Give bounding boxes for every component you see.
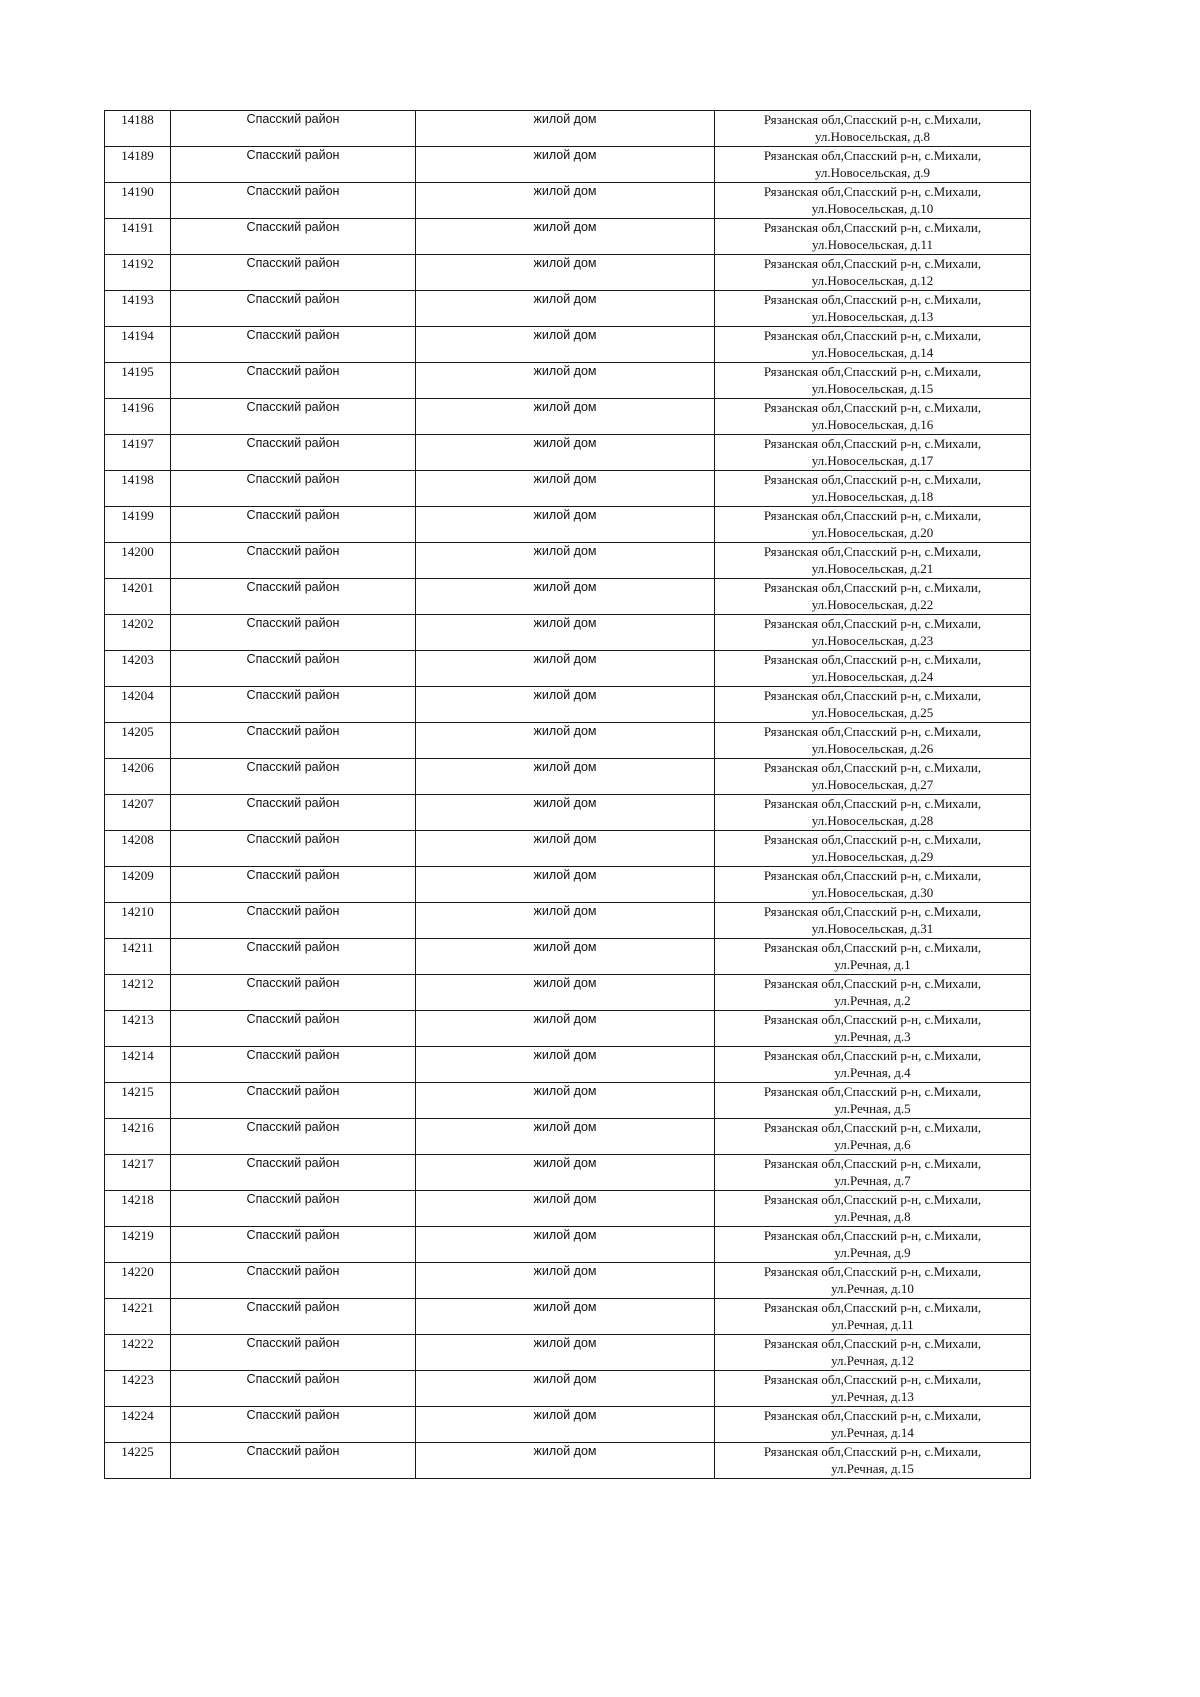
table-row	[105, 579, 1031, 615]
row-number-cell: 14225	[105, 1443, 171, 1479]
address-line-2: ул.Новосельская, д.17	[811, 453, 934, 468]
address-cell	[715, 1227, 1031, 1263]
address-cell	[715, 723, 1031, 759]
district-cell: Спасский район	[171, 1407, 416, 1443]
address-line-1: Рязанская обл,Спасский р-н, с.Михали,	[763, 760, 982, 775]
address-line-2: ул.Речная, д.13	[831, 1389, 914, 1404]
object-type-cell: жилой дом	[416, 327, 715, 363]
table-row	[105, 1371, 1031, 1407]
address-line-2: ул.Новосельская, д.30	[811, 885, 934, 900]
address-cell	[715, 435, 1031, 471]
address-line-2: ул.Речная, д.3	[834, 1029, 911, 1044]
district-cell: Спасский район	[171, 1155, 416, 1191]
row-number-cell: 14219	[105, 1227, 171, 1263]
object-type-cell: жилой дом	[416, 1263, 715, 1299]
object-type-cell: жилой дом	[416, 1227, 715, 1263]
address-line-2: ул.Новосельская, д.24	[811, 669, 934, 684]
row-number-cell: 14206	[105, 759, 171, 795]
object-type-cell: жилой дом	[416, 759, 715, 795]
table-row	[105, 1227, 1031, 1263]
address-line-2: ул.Речная, д.2	[834, 993, 911, 1008]
table-row	[105, 291, 1031, 327]
address-cell	[715, 183, 1031, 219]
table-row	[105, 399, 1031, 435]
table-row	[105, 471, 1031, 507]
address-line-1: Рязанская обл,Спасский р-н, с.Михали,	[763, 364, 982, 379]
address-cell	[715, 651, 1031, 687]
address-cell	[715, 507, 1031, 543]
district-cell: Спасский район	[171, 903, 416, 939]
table-row	[105, 615, 1031, 651]
table-row	[105, 219, 1031, 255]
address-cell	[715, 1191, 1031, 1227]
row-number-cell: 14204	[105, 687, 171, 723]
registry-table-body	[105, 111, 1031, 1479]
address-line-2: ул.Новосельская, д.18	[811, 489, 934, 504]
row-number-cell: 14216	[105, 1119, 171, 1155]
district-cell: Спасский район	[171, 1191, 416, 1227]
address-line-1: Рязанская обл,Спасский р-н, с.Михали,	[763, 1084, 982, 1099]
object-type-cell: жилой дом	[416, 903, 715, 939]
district-cell: Спасский район	[171, 867, 416, 903]
row-number-cell: 14222	[105, 1335, 171, 1371]
address-line-2: ул.Новосельская, д.20	[811, 525, 934, 540]
district-cell: Спасский район	[171, 111, 416, 147]
registry-table	[104, 110, 1031, 1479]
object-type-cell: жилой дом	[416, 471, 715, 507]
address-cell	[715, 111, 1031, 147]
address-line-2: ул.Речная, д.11	[831, 1317, 914, 1332]
address-cell	[715, 1047, 1031, 1083]
address-line-1: Рязанская обл,Спасский р-н, с.Михали,	[763, 904, 982, 919]
address-line-2: ул.Речная, д.14	[831, 1425, 914, 1440]
table-row	[105, 759, 1031, 795]
address-line-1: Рязанская обл,Спасский р-н, с.Михали,	[763, 868, 982, 883]
address-cell	[715, 1155, 1031, 1191]
district-cell: Спасский район	[171, 759, 416, 795]
object-type-cell: жилой дом	[416, 723, 715, 759]
address-line-1: Рязанская обл,Спасский р-н, с.Михали,	[763, 292, 982, 307]
table-row	[105, 255, 1031, 291]
district-cell: Спасский район	[171, 1263, 416, 1299]
address-line-2: ул.Новосельская, д.12	[811, 273, 934, 288]
address-line-1: Рязанская обл,Спасский р-н, с.Михали,	[763, 976, 982, 991]
table-row	[105, 867, 1031, 903]
address-line-2: ул.Новосельская, д.14	[811, 345, 934, 360]
address-line-1: Рязанская обл,Спасский р-н, с.Михали,	[763, 256, 982, 271]
row-number-cell: 14207	[105, 795, 171, 831]
address-line-2: ул.Речная, д.6	[834, 1137, 911, 1152]
object-type-cell: жилой дом	[416, 1407, 715, 1443]
table-row	[105, 363, 1031, 399]
object-type-cell: жилой дом	[416, 579, 715, 615]
row-number-cell: 14192	[105, 255, 171, 291]
table-row	[105, 435, 1031, 471]
address-line-1: Рязанская обл,Спасский р-н, с.Михали,	[763, 436, 982, 451]
address-cell	[715, 1083, 1031, 1119]
district-cell: Спасский район	[171, 975, 416, 1011]
object-type-cell: жилой дом	[416, 1371, 715, 1407]
address-line-1: Рязанская обл,Спасский р-н, с.Михали,	[763, 688, 982, 703]
table-row	[105, 687, 1031, 723]
address-line-2: ул.Новосельская, д.31	[811, 921, 934, 936]
row-number-cell: 14188	[105, 111, 171, 147]
district-cell: Спасский район	[171, 939, 416, 975]
address-line-1: Рязанская обл,Спасский р-н, с.Михали,	[763, 1444, 982, 1459]
row-number-cell: 14215	[105, 1083, 171, 1119]
address-cell	[715, 831, 1031, 867]
address-line-2: ул.Речная, д.4	[834, 1065, 911, 1080]
address-line-1: Рязанская обл,Спасский р-н, с.Михали,	[763, 1156, 982, 1171]
address-line-2: ул.Новосельская, д.9	[814, 165, 931, 180]
row-number-cell: 14199	[105, 507, 171, 543]
table-row	[105, 723, 1031, 759]
address-line-1: Рязанская обл,Спасский р-н, с.Михали,	[763, 1012, 982, 1027]
table-row	[105, 1407, 1031, 1443]
table-row	[105, 111, 1031, 147]
address-line-2: ул.Новосельская, д.11	[811, 237, 934, 252]
address-cell	[715, 687, 1031, 723]
object-type-cell: жилой дом	[416, 687, 715, 723]
address-line-2: ул.Новосельская, д.10	[811, 201, 934, 216]
address-cell	[715, 1407, 1031, 1443]
address-line-1: Рязанская обл,Спасский р-н, с.Михали,	[763, 1264, 982, 1279]
address-line-2: ул.Речная, д.9	[834, 1245, 911, 1260]
district-cell: Спасский район	[171, 183, 416, 219]
table-row	[105, 903, 1031, 939]
district-cell: Спасский район	[171, 795, 416, 831]
address-line-2: ул.Новосельская, д.21	[811, 561, 934, 576]
address-line-1: Рязанская обл,Спасский р-н, с.Михали,	[763, 328, 982, 343]
table-row	[105, 147, 1031, 183]
address-line-1: Рязанская обл,Спасский р-н, с.Михали,	[763, 652, 982, 667]
district-cell: Спасский район	[171, 723, 416, 759]
row-number-cell: 14190	[105, 183, 171, 219]
address-line-2: ул.Новосельская, д.23	[811, 633, 934, 648]
object-type-cell: жилой дом	[416, 1155, 715, 1191]
row-number-cell: 14218	[105, 1191, 171, 1227]
row-number-cell: 14205	[105, 723, 171, 759]
table-row	[105, 651, 1031, 687]
address-line-1: Рязанская обл,Спасский р-н, с.Михали,	[763, 184, 982, 199]
district-cell: Спасский район	[171, 1299, 416, 1335]
address-line-2: ул.Речная, д.10	[831, 1281, 914, 1296]
address-line-1: Рязанская обл,Спасский р-н, с.Михали,	[763, 508, 982, 523]
object-type-cell: жилой дом	[416, 399, 715, 435]
row-number-cell: 14197	[105, 435, 171, 471]
district-cell: Спасский район	[171, 1371, 416, 1407]
address-cell	[715, 1119, 1031, 1155]
object-type-cell: жилой дом	[416, 1011, 715, 1047]
address-cell	[715, 579, 1031, 615]
table-row	[105, 1443, 1031, 1479]
address-cell	[715, 255, 1031, 291]
row-number-cell: 14196	[105, 399, 171, 435]
address-line-1: Рязанская обл,Спасский р-н, с.Михали,	[763, 580, 982, 595]
address-line-2: ул.Речная, д.1	[834, 957, 911, 972]
address-line-1: Рязанская обл,Спасский р-н, с.Михали,	[763, 832, 982, 847]
row-number-cell: 14221	[105, 1299, 171, 1335]
address-line-1: Рязанская обл,Спасский р-н, с.Михали,	[763, 796, 982, 811]
table-row	[105, 1011, 1031, 1047]
table-row	[105, 795, 1031, 831]
district-cell: Спасский район	[171, 255, 416, 291]
row-number-cell: 14208	[105, 831, 171, 867]
row-number-cell: 14193	[105, 291, 171, 327]
address-line-1: Рязанская обл,Спасский р-н, с.Михали,	[763, 940, 982, 955]
table-row	[105, 507, 1031, 543]
address-line-1: Рязанская обл,Спасский р-н, с.Михали,	[763, 616, 982, 631]
district-cell: Спасский район	[171, 147, 416, 183]
address-line-1: Рязанская обл,Спасский р-н, с.Михали,	[763, 544, 982, 559]
address-line-2: ул.Новосельская, д.29	[811, 849, 934, 864]
address-line-1: Рязанская обл,Спасский р-н, с.Михали,	[763, 1192, 982, 1207]
address-line-1: Рязанская обл,Спасский р-н, с.Михали,	[763, 1372, 982, 1387]
object-type-cell: жилой дом	[416, 1047, 715, 1083]
table-row	[105, 1155, 1031, 1191]
row-number-cell: 14195	[105, 363, 171, 399]
object-type-cell: жилой дом	[416, 615, 715, 651]
district-cell: Спасский район	[171, 543, 416, 579]
district-cell: Спасский район	[171, 1335, 416, 1371]
object-type-cell: жилой дом	[416, 147, 715, 183]
district-cell: Спасский район	[171, 471, 416, 507]
address-cell	[715, 615, 1031, 651]
object-type-cell: жилой дом	[416, 1335, 715, 1371]
row-number-cell: 14224	[105, 1407, 171, 1443]
address-cell	[715, 975, 1031, 1011]
table-row	[105, 1047, 1031, 1083]
district-cell: Спасский район	[171, 435, 416, 471]
address-line-1: Рязанская обл,Спасский р-н, с.Михали,	[763, 112, 982, 127]
district-cell: Спасский район	[171, 687, 416, 723]
address-line-2: ул.Новосельская, д.13	[811, 309, 934, 324]
district-cell: Спасский район	[171, 507, 416, 543]
district-cell: Спасский район	[171, 1227, 416, 1263]
district-cell: Спасский район	[171, 615, 416, 651]
address-line-1: Рязанская обл,Спасский р-н, с.Михали,	[763, 472, 982, 487]
table-row	[105, 543, 1031, 579]
address-line-2: ул.Новосельская, д.15	[811, 381, 934, 396]
address-cell	[715, 327, 1031, 363]
district-cell: Спасский район	[171, 363, 416, 399]
address-cell	[715, 867, 1031, 903]
address-cell	[715, 219, 1031, 255]
object-type-cell: жилой дом	[416, 1119, 715, 1155]
address-line-2: ул.Новосельская, д.27	[811, 777, 934, 792]
district-cell: Спасский район	[171, 219, 416, 255]
row-number-cell: 14217	[105, 1155, 171, 1191]
row-number-cell: 14210	[105, 903, 171, 939]
object-type-cell: жилой дом	[416, 975, 715, 1011]
object-type-cell: жилой дом	[416, 1191, 715, 1227]
address-line-1: Рязанская обл,Спасский р-н, с.Михали,	[763, 1336, 982, 1351]
district-cell: Спасский район	[171, 831, 416, 867]
table-row	[105, 1119, 1031, 1155]
object-type-cell: жилой дом	[416, 183, 715, 219]
table-row	[105, 1263, 1031, 1299]
address-line-2: ул.Речная, д.7	[834, 1173, 911, 1188]
object-type-cell: жилой дом	[416, 255, 715, 291]
address-line-1: Рязанская обл,Спасский р-н, с.Михали,	[763, 724, 982, 739]
address-cell	[715, 363, 1031, 399]
district-cell: Спасский район	[171, 1443, 416, 1479]
district-cell: Спасский район	[171, 1047, 416, 1083]
object-type-cell: жилой дом	[416, 219, 715, 255]
table-row	[105, 1335, 1031, 1371]
object-type-cell: жилой дом	[416, 867, 715, 903]
object-type-cell: жилой дом	[416, 291, 715, 327]
address-cell	[715, 903, 1031, 939]
address-cell	[715, 1443, 1031, 1479]
object-type-cell: жилой дом	[416, 543, 715, 579]
address-line-2: ул.Новосельская, д.16	[811, 417, 934, 432]
row-number-cell: 14198	[105, 471, 171, 507]
address-cell	[715, 147, 1031, 183]
address-cell	[715, 759, 1031, 795]
address-cell	[715, 471, 1031, 507]
address-line-1: Рязанская обл,Спасский р-н, с.Михали,	[763, 148, 982, 163]
district-cell: Спасский район	[171, 1083, 416, 1119]
row-number-cell: 14201	[105, 579, 171, 615]
address-line-2: ул.Речная, д.5	[834, 1101, 911, 1116]
district-cell: Спасский район	[171, 399, 416, 435]
address-line-1: Рязанская обл,Спасский р-н, с.Михали,	[763, 1408, 982, 1423]
row-number-cell: 14213	[105, 1011, 171, 1047]
address-line-1: Рязанская обл,Спасский р-н, с.Михали,	[763, 400, 982, 415]
row-number-cell: 14200	[105, 543, 171, 579]
address-line-1: Рязанская обл,Спасский р-н, с.Михали,	[763, 1120, 982, 1135]
table-row	[105, 327, 1031, 363]
row-number-cell: 14191	[105, 219, 171, 255]
object-type-cell: жилой дом	[416, 939, 715, 975]
object-type-cell: жилой дом	[416, 111, 715, 147]
address-line-2: ул.Новосельская, д.26	[811, 741, 934, 756]
table-row	[105, 1299, 1031, 1335]
district-cell: Спасский район	[171, 579, 416, 615]
object-type-cell: жилой дом	[416, 507, 715, 543]
table-row	[105, 939, 1031, 975]
address-cell	[715, 543, 1031, 579]
table-row	[105, 831, 1031, 867]
table-row	[105, 183, 1031, 219]
address-cell	[715, 1299, 1031, 1335]
address-line-1: Рязанская обл,Спасский р-н, с.Михали,	[763, 1300, 982, 1315]
row-number-cell: 14194	[105, 327, 171, 363]
address-line-2: ул.Новосельская, д.8	[814, 129, 931, 144]
object-type-cell: жилой дом	[416, 363, 715, 399]
row-number-cell: 14212	[105, 975, 171, 1011]
row-number-cell: 14214	[105, 1047, 171, 1083]
address-line-2: ул.Речная, д.8	[834, 1209, 911, 1224]
address-line-2: ул.Новосельская, д.22	[811, 597, 934, 612]
address-line-2: ул.Новосельская, д.28	[811, 813, 934, 828]
table-row	[105, 975, 1031, 1011]
address-line-2: ул.Речная, д.15	[831, 1461, 914, 1476]
address-cell	[715, 1263, 1031, 1299]
row-number-cell: 14211	[105, 939, 171, 975]
object-type-cell: жилой дом	[416, 1083, 715, 1119]
object-type-cell: жилой дом	[416, 831, 715, 867]
district-cell: Спасский район	[171, 291, 416, 327]
address-cell	[715, 795, 1031, 831]
address-line-2: ул.Речная, д.12	[831, 1353, 914, 1368]
address-line-1: Рязанская обл,Спасский р-н, с.Михали,	[763, 220, 982, 235]
address-line-2: ул.Новосельская, д.25	[811, 705, 934, 720]
row-number-cell: 14223	[105, 1371, 171, 1407]
district-cell: Спасский район	[171, 327, 416, 363]
row-number-cell: 14203	[105, 651, 171, 687]
district-cell: Спасский район	[171, 651, 416, 687]
row-number-cell: 14202	[105, 615, 171, 651]
object-type-cell: жилой дом	[416, 1443, 715, 1479]
row-number-cell: 14220	[105, 1263, 171, 1299]
row-number-cell: 14209	[105, 867, 171, 903]
district-cell: Спасский район	[171, 1119, 416, 1155]
object-type-cell: жилой дом	[416, 795, 715, 831]
object-type-cell: жилой дом	[416, 435, 715, 471]
table-row	[105, 1083, 1031, 1119]
address-cell	[715, 1011, 1031, 1047]
object-type-cell: жилой дом	[416, 1299, 715, 1335]
row-number-cell: 14189	[105, 147, 171, 183]
table-row	[105, 1191, 1031, 1227]
address-cell	[715, 291, 1031, 327]
address-line-1: Рязанская обл,Спасский р-н, с.Михали,	[763, 1228, 982, 1243]
object-type-cell: жилой дом	[416, 651, 715, 687]
address-line-1: Рязанская обл,Спасский р-н, с.Михали,	[763, 1048, 982, 1063]
address-cell	[715, 1371, 1031, 1407]
address-cell	[715, 1335, 1031, 1371]
address-cell	[715, 399, 1031, 435]
address-cell	[715, 939, 1031, 975]
district-cell: Спасский район	[171, 1011, 416, 1047]
